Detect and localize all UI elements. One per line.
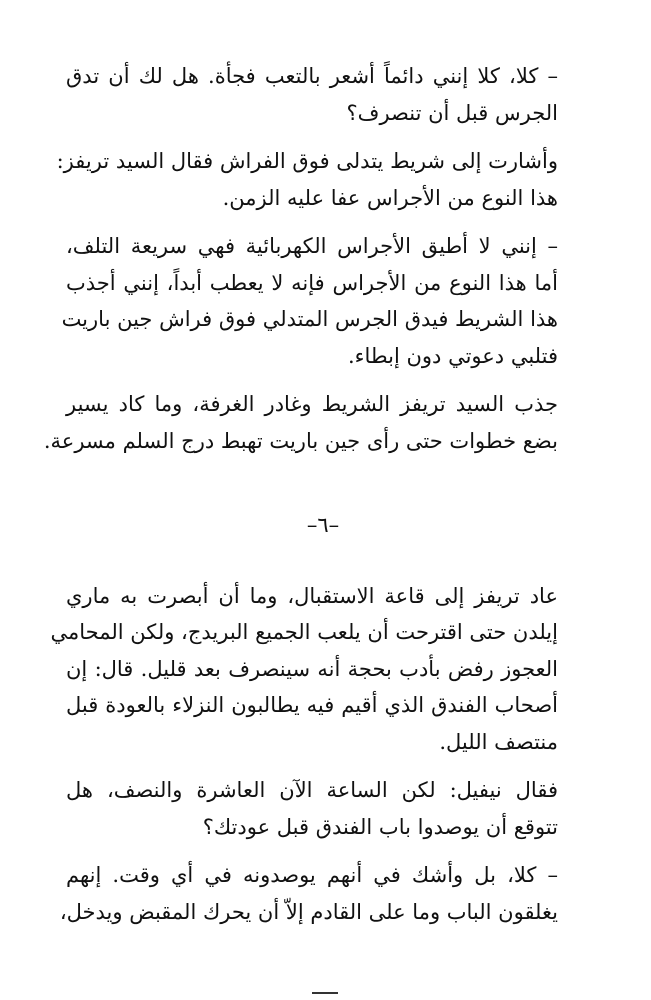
text-line: العجوز رفض بأدب بحجة أنه سينصرف بعد قليل. قال: إن: [66, 656, 558, 681]
paragraph-7: [59, 857, 580, 930]
cutoff-mark: [312, 992, 338, 997]
page-cutoff: [0, 988, 651, 1000]
text-line: وأشارت إلى شريط يتدلى فوق الفراش فقال السيد تريفز:: [56, 149, 558, 173]
text-line: هذا النوع من الأجراس عفا عليه الزمن.: [222, 185, 558, 210]
paragraph-5: [50, 578, 580, 761]
text-line: – إنني لا أطيق الأجراس الكهربائية فهي سريعة التلف،: [66, 234, 558, 258]
text-line: عاد تريفز إلى قاعة الاستقبال، وما أن أبصرت به ماري: [66, 583, 558, 608]
paragraph-1: [66, 58, 580, 131]
text-line: أما هذا النوع من الأجراس فإنه لا يعطب أبداً، إنني أجذب: [66, 270, 558, 295]
book-page: [43, 58, 580, 942]
text-line: فتلبي دعوتي دون إبطاء.: [347, 343, 558, 368]
text-line: أصحاب الفندق الذي أقيم فيه يطالبون النزلاء بالعودة قبل: [66, 693, 558, 717]
chapter-number: –٦–: [306, 513, 340, 537]
text-line: جذب السيد تريفز الشريط وغادر الغرفة، وما كاد يسير: [66, 392, 558, 416]
paragraph-2: [56, 143, 580, 216]
text-line: تتوقع أن يوصدوا باب الفندق قبل عودتك؟: [202, 814, 558, 839]
text-line: – كلا، كلا إنني دائماً أشعر بالتعب فجأة. هل لك أن تدق: [66, 64, 558, 88]
text-line: فقال نيفيل: لكن الساعة الآن العاشرة والنصف، هل: [66, 778, 558, 802]
paragraph-3: [61, 228, 580, 374]
text-line: منتصف الليل.: [439, 729, 558, 754]
text-line: – كلا، بل وأشك في أنهم يوصدونه في أي وقت. إنهم: [66, 863, 558, 887]
text-line: يغلقون الباب وما على القادم إلاّ أن يحرك المقبض ويدخل،: [59, 899, 558, 924]
paragraph-6: [66, 772, 580, 845]
text-line: الجرس قبل أن تنصرف؟: [346, 100, 558, 125]
text-line: إيلدن حتى اقترحت أن يلعب الجميع البريدج، ولكن المحامي: [50, 620, 558, 644]
text-line: بضع خطوات حتى رأى جين باريت تهبط درج السلم مسرعة.: [43, 428, 558, 453]
text-line: هذا الشريط فيدق الجرس المتدلي فوق فراش جين باريت: [61, 307, 558, 331]
paragraph-4: [43, 386, 580, 459]
